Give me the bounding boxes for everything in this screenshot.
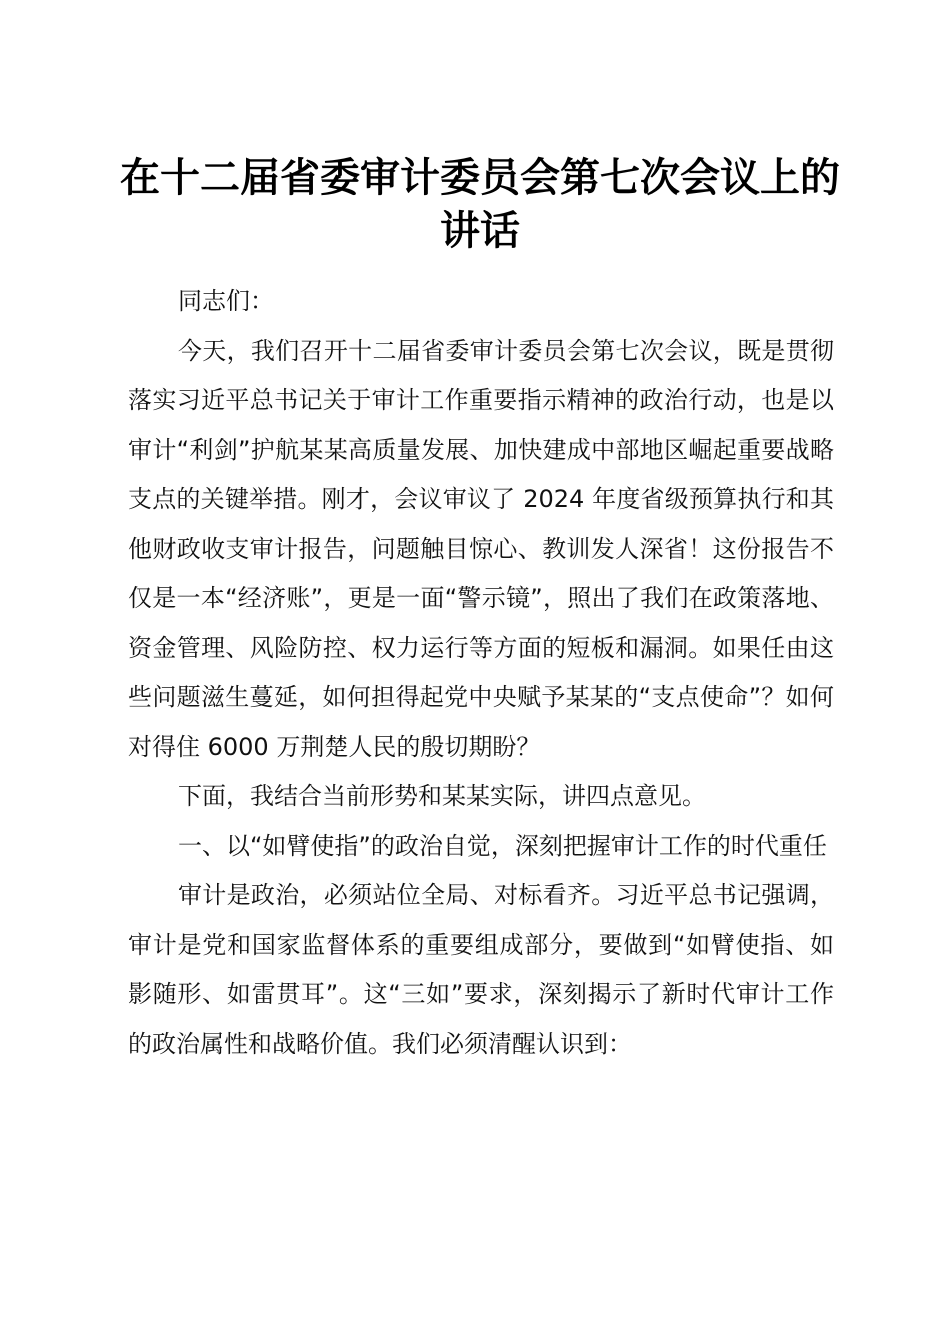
- paragraph-opening: 今天，我们召开十二届省委审计委员会第七次会议，既是贯彻落实习近平总书记关于审计工作重要指示精神的政治行动，也是以审计“利剑”护航某某高质量发展、加快建成中部地区崛起重要战略支点的关键举措。刚才，会议审议了 2024 年度省级预算执行和其他财政收支审计报告，问题触目惊心、教训发人深省！这份报告不仅是一本“经济账”，更是一面“警示镜”，照出了我们在政策落地、资金管理、风险防控、权力运行等方面的短板和漏洞。如果任由这些问题滋生蔓延，如何担得起党中央赋予某某的“支点使命”？如何对得住 6000 万荆楚人民的殷切期盼？: [128, 336, 834, 761]
- document-body: [128, 277, 834, 1069]
- document-title: 在十二届省委审计委员会第七次会议上的讲话: [120, 155, 840, 254]
- section-paragraph: 审计是政治，必须站位全局、对标看齐。习近平总书记强调，审计是党和国家监督体系的重要组成部分，要做到“如臂使指、如影随形、如雷贯耳”。这“三如”要求，深刻揭示了新时代审计工作的政治属性和战略价值。我们必须清醒认识到：: [128, 881, 834, 1058]
- section-heading: 一、以“如臂使指”的政治自觉，深刻把握审计工作的时代重任: [178, 831, 827, 860]
- salutation: 同志们：: [178, 287, 274, 315]
- paragraph-outline: 下面，我结合当前形势和某某实际，讲四点意见。: [178, 782, 706, 810]
